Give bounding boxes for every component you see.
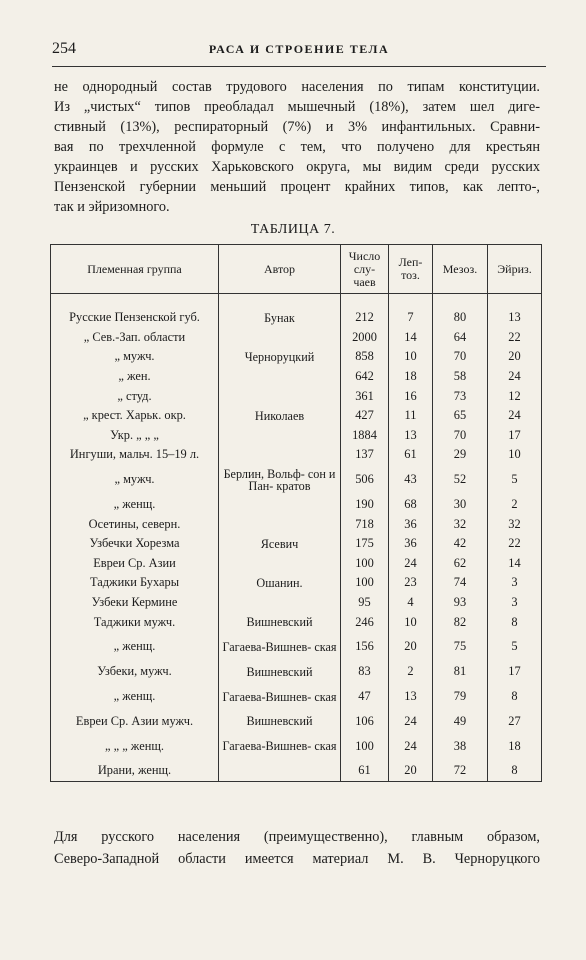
cell-count: 246 xyxy=(341,612,389,632)
cell-group: „ женщ. xyxy=(51,682,219,712)
cell-lepto: 18 xyxy=(389,367,433,387)
cell-lepto: 20 xyxy=(389,761,433,781)
cell-count: 61 xyxy=(341,761,389,781)
table-row xyxy=(51,386,542,406)
cell-author xyxy=(219,445,341,465)
cell-count: 47 xyxy=(341,682,389,712)
text-line: так и эйризомного. xyxy=(54,199,170,215)
cell-count: 2000 xyxy=(341,328,389,348)
table-row xyxy=(51,328,542,348)
cell-group: „ „ „ женщ. xyxy=(51,731,219,761)
cell-eiri: 24 xyxy=(488,367,542,387)
spacer-cell xyxy=(51,294,219,309)
cell-author xyxy=(219,593,341,613)
cell-eiri: 10 xyxy=(488,445,542,465)
cell-author: Бунак xyxy=(219,308,341,328)
cell-group: Ингуши, мальч. 15–19 л. xyxy=(51,445,219,465)
cell-eiri: 8 xyxy=(488,682,542,712)
cell-count: 858 xyxy=(341,347,389,367)
cell-group: „ мужч. xyxy=(51,347,219,367)
table-row xyxy=(51,761,542,781)
cell-author xyxy=(219,514,341,534)
cell-group: „ жен. xyxy=(51,367,219,387)
table-header-row xyxy=(51,245,542,294)
cell-author: Ясевич xyxy=(219,534,341,554)
cell-lepto: 7 xyxy=(389,308,433,328)
cell-eiri: 12 xyxy=(488,386,542,406)
cell-author: Черноруцкий xyxy=(219,347,341,367)
table-row xyxy=(51,406,542,426)
cell-lepto: 23 xyxy=(389,573,433,593)
cell-mezo: 32 xyxy=(433,514,488,534)
cell-count: 1884 xyxy=(341,426,389,446)
cell-group: „ женщ. xyxy=(51,495,219,515)
cell-mezo: 75 xyxy=(433,632,488,662)
cell-group: Узбеки, мужч. xyxy=(51,662,219,682)
cell-count: 100 xyxy=(341,731,389,761)
table-row xyxy=(51,554,542,574)
cell-count: 175 xyxy=(341,534,389,554)
table-row xyxy=(51,662,542,682)
cell-eiri: 5 xyxy=(488,465,542,495)
cell-mezo: 65 xyxy=(433,406,488,426)
cell-lepto: 43 xyxy=(389,465,433,495)
cell-eiri: 32 xyxy=(488,514,542,534)
cell-group: Ирани, женщ. xyxy=(51,761,219,781)
spacer-cell xyxy=(389,294,433,309)
cell-eiri: 17 xyxy=(488,662,542,682)
cell-count: 190 xyxy=(341,495,389,515)
cell-author xyxy=(219,367,341,387)
table-caption: ТАБЛИЦА 7. xyxy=(250,222,336,237)
cell-count: 156 xyxy=(341,632,389,662)
table-spacer-row xyxy=(51,294,542,309)
cell-mezo: 64 xyxy=(433,328,488,348)
text-line: Для русского населения (преимущественно), главным образом, xyxy=(54,829,540,845)
cell-eiri: 8 xyxy=(488,761,542,781)
cell-mezo: 58 xyxy=(433,367,488,387)
cell-eiri: 22 xyxy=(488,328,542,348)
cell-count: 212 xyxy=(341,308,389,328)
cell-eiri: 13 xyxy=(488,308,542,328)
cell-eiri: 3 xyxy=(488,573,542,593)
cell-group: „ студ. xyxy=(51,386,219,406)
footer-paragraph xyxy=(54,826,540,870)
cell-author xyxy=(219,495,341,515)
table-row xyxy=(51,426,542,446)
cell-count: 361 xyxy=(341,386,389,406)
cell-author: Вишневский xyxy=(219,612,341,632)
cell-author: Ошанин. xyxy=(219,573,341,593)
cell-eiri: 22 xyxy=(488,534,542,554)
text-line: Из „чистых“ типов преобладал мышечный (18%), затем шел диге- xyxy=(54,99,540,115)
cell-mezo: 30 xyxy=(433,495,488,515)
cell-group: Узбеки Кермине xyxy=(51,593,219,613)
cell-lepto: 10 xyxy=(389,612,433,632)
column-header-count: Число слу- чаев xyxy=(341,245,389,294)
spacer-cell xyxy=(341,294,389,309)
cell-group: Евреи Ср. Азии xyxy=(51,554,219,574)
cell-count: 506 xyxy=(341,465,389,495)
cell-eiri: 5 xyxy=(488,632,542,662)
cell-lepto: 4 xyxy=(389,593,433,613)
cell-mezo: 79 xyxy=(433,682,488,712)
table-row xyxy=(51,465,542,495)
table-row xyxy=(51,495,542,515)
cell-lepto: 11 xyxy=(389,406,433,426)
page-number: 254 xyxy=(52,40,76,57)
text-line: Северо-Западной области имеется материал М. В. Черноруцкого xyxy=(54,851,540,867)
cell-mezo: 70 xyxy=(433,426,488,446)
cell-author xyxy=(219,426,341,446)
cell-eiri: 2 xyxy=(488,495,542,515)
cell-group: „ Сев.-Зап. области xyxy=(51,328,219,348)
cell-group: Русские Пензенской губ. xyxy=(51,308,219,328)
spacer-cell xyxy=(488,294,542,309)
table-row xyxy=(51,612,542,632)
spacer-cell xyxy=(433,294,488,309)
table-row xyxy=(51,573,542,593)
cell-count: 83 xyxy=(341,662,389,682)
cell-eiri: 3 xyxy=(488,593,542,613)
cell-mezo: 74 xyxy=(433,573,488,593)
cell-count: 427 xyxy=(341,406,389,426)
cell-mezo: 72 xyxy=(433,761,488,781)
intro-paragraph xyxy=(54,77,540,217)
text-line: Пензенской губернии меньший процент крайних типов, как лепто-, xyxy=(54,179,540,195)
cell-author: Вишневский xyxy=(219,662,341,682)
text-line: не однородный состав трудового населения по типам конституции. xyxy=(54,79,540,95)
table-body xyxy=(51,294,542,782)
cell-eiri: 20 xyxy=(488,347,542,367)
cell-mezo: 29 xyxy=(433,445,488,465)
cell-author: Вишневский xyxy=(219,712,341,732)
cell-eiri: 14 xyxy=(488,554,542,574)
cell-count: 100 xyxy=(341,573,389,593)
cell-author: Гагаева-Вишнев- ская xyxy=(219,682,341,712)
cell-eiri: 27 xyxy=(488,712,542,732)
cell-eiri: 8 xyxy=(488,612,542,632)
table-row xyxy=(51,367,542,387)
cell-group: Таджики Бухары xyxy=(51,573,219,593)
column-header-lepto: Леп- тоз. xyxy=(389,245,433,294)
cell-lepto: 16 xyxy=(389,386,433,406)
cell-group: Таджики мужч. xyxy=(51,612,219,632)
column-header-group: Племенная группа xyxy=(51,245,219,294)
cell-lepto: 14 xyxy=(389,328,433,348)
cell-lepto: 20 xyxy=(389,632,433,662)
cell-count: 100 xyxy=(341,554,389,574)
cell-group: Осетины, северн. xyxy=(51,514,219,534)
cell-mezo: 81 xyxy=(433,662,488,682)
cell-group: „ женщ. xyxy=(51,632,219,662)
cell-count: 106 xyxy=(341,712,389,732)
cell-mezo: 52 xyxy=(433,465,488,495)
cell-count: 718 xyxy=(341,514,389,534)
table-row xyxy=(51,682,542,712)
spacer-cell xyxy=(219,294,341,309)
cell-lepto: 36 xyxy=(389,514,433,534)
table-row xyxy=(51,731,542,761)
cell-lepto: 24 xyxy=(389,712,433,732)
cell-lepto: 68 xyxy=(389,495,433,515)
running-title: РАСА И СТРОЕНИЕ ТЕЛА xyxy=(208,42,390,56)
cell-mezo: 70 xyxy=(433,347,488,367)
cell-eiri: 18 xyxy=(488,731,542,761)
cell-mezo: 82 xyxy=(433,612,488,632)
cell-group: „ мужч. xyxy=(51,465,219,495)
cell-lepto: 24 xyxy=(389,554,433,574)
cell-count: 95 xyxy=(341,593,389,613)
column-header-author: Автор xyxy=(219,245,341,294)
cell-lepto: 36 xyxy=(389,534,433,554)
cell-group: Евреи Ср. Азии мужч. xyxy=(51,712,219,732)
cell-mezo: 62 xyxy=(433,554,488,574)
cell-author: Берлин, Вольф- сон и Пан- кратов xyxy=(219,465,341,495)
text-line: вая по трехчленной формуле с тем, что получено для крестьян xyxy=(54,139,540,155)
cell-count: 137 xyxy=(341,445,389,465)
cell-lepto: 13 xyxy=(389,682,433,712)
cell-author xyxy=(219,328,341,348)
cell-author: Николаев xyxy=(219,406,341,426)
cell-author: Гагаева-Вишнев- ская xyxy=(219,731,341,761)
cell-mezo: 80 xyxy=(433,308,488,328)
cell-author xyxy=(219,386,341,406)
cell-lepto: 2 xyxy=(389,662,433,682)
cell-author xyxy=(219,554,341,574)
table-row xyxy=(51,514,542,534)
cell-mezo: 49 xyxy=(433,712,488,732)
text-line: украинцев и русских Харьковского округа, мы видим среди русских xyxy=(54,159,540,175)
cell-lepto: 10 xyxy=(389,347,433,367)
constitution-types-table xyxy=(50,244,542,782)
cell-mezo: 42 xyxy=(433,534,488,554)
column-header-eiri: Эйриз. xyxy=(488,245,542,294)
table-row xyxy=(51,632,542,662)
table-row xyxy=(51,308,542,328)
cell-group: Укр. „ „ „ xyxy=(51,426,219,446)
cell-lepto: 13 xyxy=(389,426,433,446)
table-row xyxy=(51,712,542,732)
text-line: стивный (13%), респираторный (7%) и 3% инфантильных. Сравни- xyxy=(54,119,540,135)
cell-lepto: 24 xyxy=(389,731,433,761)
cell-mezo: 93 xyxy=(433,593,488,613)
cell-mezo: 38 xyxy=(433,731,488,761)
table-row xyxy=(51,593,542,613)
cell-author: Гагаева-Вишнев- ская xyxy=(219,632,341,662)
column-header-mezo: Мезоз. xyxy=(433,245,488,294)
cell-mezo: 73 xyxy=(433,386,488,406)
table-row xyxy=(51,534,542,554)
cell-author xyxy=(219,761,341,781)
cell-group: „ крест. Харьк. окр. xyxy=(51,406,219,426)
table-row xyxy=(51,445,542,465)
cell-group: Узбечки Хорезма xyxy=(51,534,219,554)
cell-eiri: 24 xyxy=(488,406,542,426)
cell-lepto: 61 xyxy=(389,445,433,465)
page-header xyxy=(52,40,546,67)
table-row xyxy=(51,347,542,367)
cell-eiri: 17 xyxy=(488,426,542,446)
cell-count: 642 xyxy=(341,367,389,387)
